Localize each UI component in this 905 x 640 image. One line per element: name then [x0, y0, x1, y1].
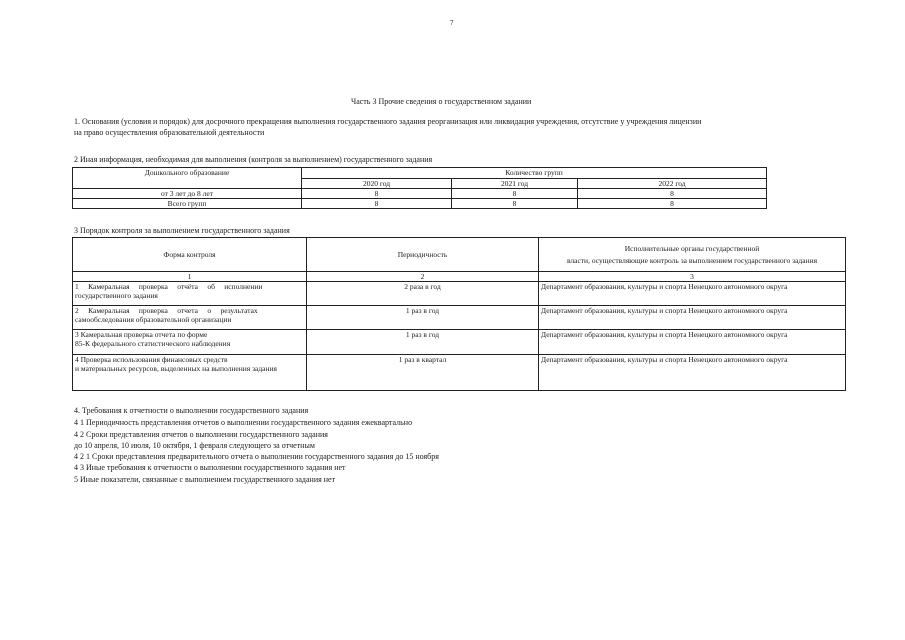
table-row	[73, 199, 767, 209]
form-line2: 85-К федерального статистического наблюдения	[75, 339, 231, 348]
form-cell	[73, 355, 307, 391]
organs-header	[539, 238, 846, 272]
form-line1: 4 Проверка использования финансовых средств	[75, 355, 228, 364]
row-label: Всего групп	[73, 199, 302, 209]
reporting-line: 4 2 Сроки представления отчетов о выполнении государственного задания	[74, 430, 328, 439]
period-cell: 1 раз в квартал	[307, 355, 539, 391]
form-header: Форма контроля	[73, 238, 307, 272]
period-cell: 1 раз в год	[307, 330, 539, 355]
period-cell: 2 раза в год	[307, 282, 539, 306]
cell-value: 8	[302, 189, 452, 199]
organ-cell: Департамент образования, культуры и спорта Ненецкого автономного округа	[539, 330, 846, 355]
cell-value: 8	[302, 199, 452, 209]
group-count-header: Количество групп	[302, 168, 767, 179]
row-label: от 3 лет до 8 лет	[73, 189, 302, 199]
form-line1: 2 Камеральная проверка отчета о результатах	[75, 306, 258, 315]
section3-heading: 3 Порядок контроля за выполнением государственного задания	[74, 226, 290, 235]
period-cell: 1 раз в год	[307, 306, 539, 330]
control-table	[72, 237, 846, 391]
form-cell	[73, 306, 307, 330]
section2-heading: 2 Иная информация, необходимая для выполнения (контроля за выполнением) государственного задания	[74, 155, 433, 164]
form-cell	[73, 282, 307, 306]
reporting-line: 4 1 Периодичность представления отчетов о выполнении государственного задания ежеквартально	[74, 418, 413, 427]
form-line1: 3 Камеральная проверка отчета по форме	[75, 330, 208, 339]
cell-value: 8	[452, 189, 578, 199]
form-line2: государственного задания	[75, 291, 158, 300]
reporting-line: 5 Иные показатели, связанные с выполнением государственного задания нет	[74, 475, 336, 484]
page-number: 7	[450, 19, 454, 27]
form-cell	[73, 330, 307, 355]
table-row	[73, 282, 846, 306]
group-count-table	[72, 167, 767, 209]
col-number: 3	[539, 272, 846, 282]
organ-cell: Департамент образования, культуры и спорта Ненецкого автономного округа	[539, 355, 846, 391]
col-number: 1	[73, 272, 307, 282]
organs-header-line1: Исполнительные органы государственной	[624, 244, 760, 253]
form-line1: 1 Камеральная проверка отчёта об исполнении	[75, 282, 263, 291]
table-row	[73, 330, 846, 355]
table-row	[73, 306, 846, 330]
part-title: Часть 3 Прочие сведения о государственном задании	[351, 97, 532, 106]
preschool-header: Дошкольного образование	[73, 168, 302, 189]
col-number: 2	[307, 272, 539, 282]
organ-cell: Департамент образования, культуры и спорта Ненецкого автономного округа	[539, 282, 846, 306]
section1-line2: на право осуществления образовательной деятельности	[74, 128, 265, 137]
reporting-line: до 10 апреля, 10 июля, 10 октября, 1 февраля следующего за отчетным	[74, 441, 315, 450]
year-header: 2020 год	[302, 179, 452, 189]
cell-value: 8	[578, 199, 767, 209]
reporting-line: 4. Требования к отчетности о выполнении государственного задания	[74, 406, 309, 415]
form-line2: и материальных ресурсов, выделенных на выполнения задания	[75, 364, 277, 373]
table-row	[73, 355, 846, 391]
form-line2: самообследования образовательной организации	[75, 315, 232, 324]
year-header: 2021 год	[452, 179, 578, 189]
year-header: 2022 год	[578, 179, 767, 189]
reporting-line: 4 2 1 Сроки представления предварительного отчета о выполнении государственного задания до 15 ноября	[74, 452, 439, 461]
organ-cell: Департамент образования, культуры и спорта Ненецкого автономного округа	[539, 306, 846, 330]
table-row	[73, 189, 767, 199]
cell-value: 8	[452, 199, 578, 209]
organs-header-line2: власти, осуществляющие контроль за выполнением государственного задания	[566, 256, 818, 265]
reporting-line: 4 3 Иные требования к отчетности о выполнении государственного задания нет	[74, 463, 346, 472]
section1-line1: 1. Основания (условия и порядок) для досрочного прекращения выполнения государственного задания реорганизация или ликвидация учреждения, отсутствие у учреждения лицензии	[74, 117, 702, 126]
cell-value: 8	[578, 189, 767, 199]
period-header: Периодичность	[307, 238, 539, 272]
